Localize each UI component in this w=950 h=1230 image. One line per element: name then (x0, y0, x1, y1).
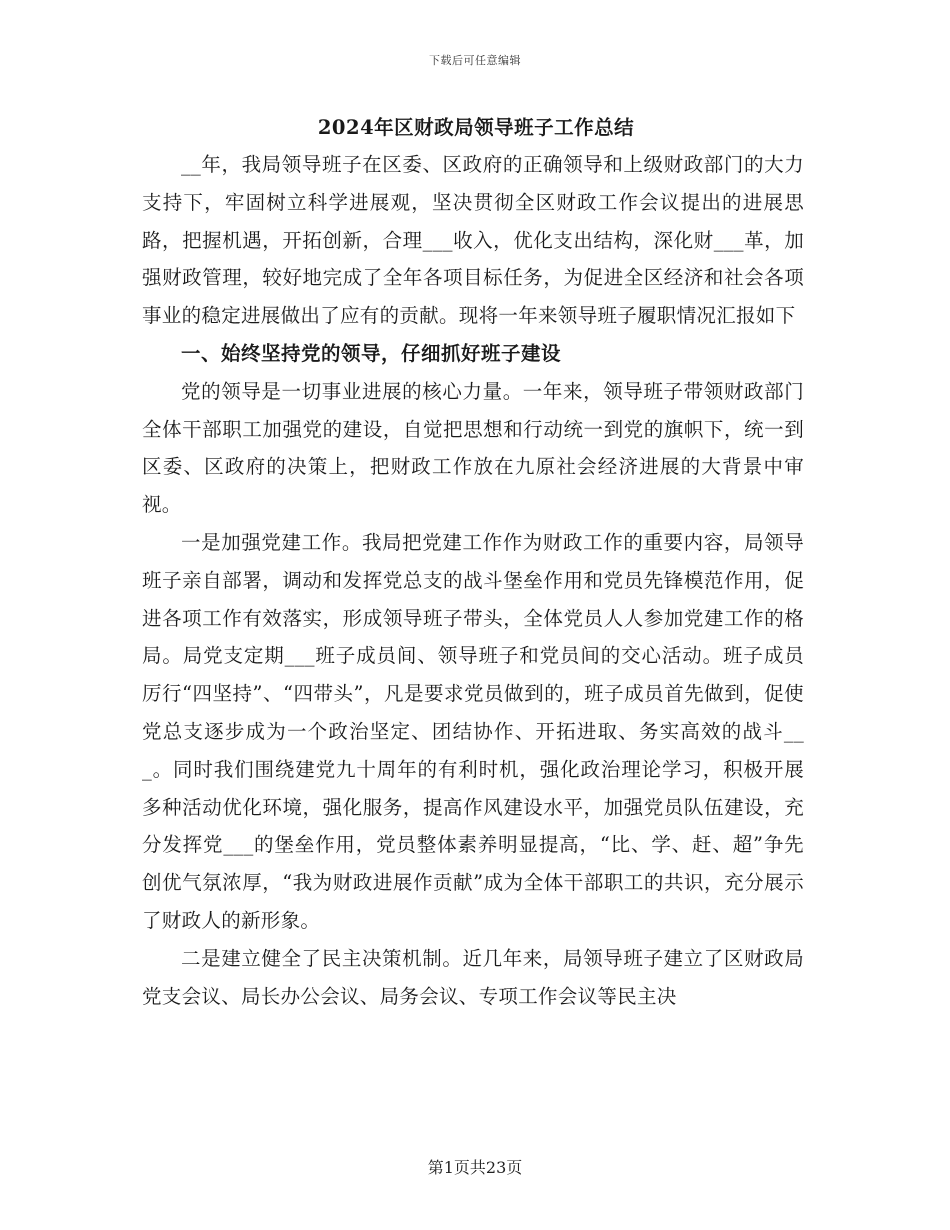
paragraph-party-leadership: 党的领导是一切事业进展的核心力量。一年来，领导班子带领财政部门全体干部职工加强党的建设，自觉把思想和行动统一到党的旗帜下，统一到区委、区政府的决策上，把财政工作放在九原社会经济进展的大背景中审视。 (142, 379, 804, 517)
paragraph-intro: __年，我局领导班子在区委、区政府的正确领导和上级财政部门的大力支持下，牢固树立科学进展观，坚决贯彻全区财政工作会议提出的进展思路，把握机遇，开拓创新，合理___收入，优化支出结构，深化财___革，加强财政管理，较好地完成了全年各项目标任务，为促进全区经济和社会各项事业的稳定进展做出了应有的贡献。现将一年来领导班子履职情况汇报如下 (142, 153, 804, 328)
section-heading: 一、始终坚持党的领导，仔细抓好班子建设 (181, 341, 562, 365)
page-number: 第1页共23页 (427, 1158, 523, 1177)
paragraph-democratic-decision: 二是建立健全了民主决策机制。近几年来，局领导班子建立了区财政局党支会议、局长办公会议、局务会议、专项工作会议等民主决 (142, 946, 804, 1008)
page-header-note: 下载后可任意编辑 (429, 54, 521, 67)
document-title: 2024年区财政局领导班子工作总结 (317, 116, 635, 139)
paragraph-party-building: 一是加强党建工作。我局把党建工作作为财政工作的重要内容，局领导班子亲自部署，调动和发挥党总支的战斗堡垒作用和党员先锋模范作用，促进各项工作有效落实，形成领导班子带头，全体党员人人参加党建工作的格局。局党支定期___班子成员间、领导班子和党员间的交心活动。班子成员厉行“四坚持”、“四带头”，凡是要求党员做到的，班子成员首先做到，促使党总支逐步成为一个政治坚定、团结协作、开拓进取、务实高效的战斗___。同时我们围绕建党九十周年的有利时机，强化政治理论学习，积极开展多种活动优化环境，强化服务，提高作风建设水平，加强党员队伍建设，充分发挥党___的堡垒作用，党员整体素养明显提高，“比、学、赶、超”争先创优气氛浓厚，“我为财政进展作贡献”成为全体干部职工的共识，充分展示了财政人的新形象。 (142, 530, 804, 932)
document-body (142, 110, 804, 1015)
